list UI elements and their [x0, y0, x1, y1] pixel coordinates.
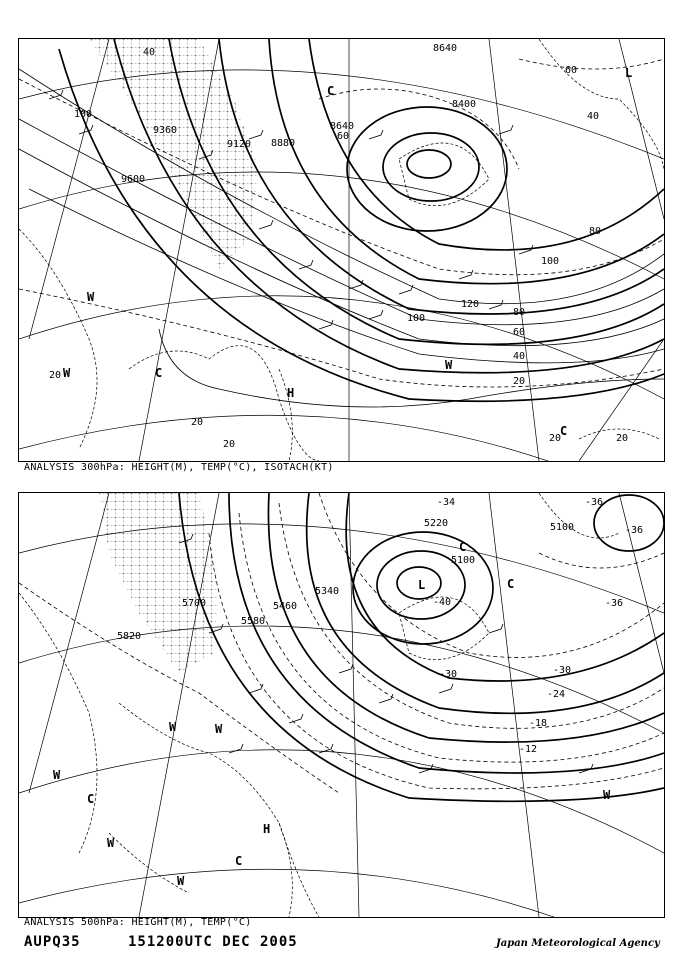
temperature-label: -36	[585, 497, 604, 508]
system-label-w: W	[87, 290, 95, 304]
temperature-label: -18	[529, 718, 548, 729]
system-label-c: C	[155, 366, 163, 380]
height-label: 9360	[153, 125, 178, 136]
isotach-label: 40	[143, 47, 156, 58]
system-label-c: C	[87, 792, 95, 806]
system-label-l: L	[418, 578, 426, 592]
system-label-w: W	[169, 720, 177, 734]
isotach-label: 120	[461, 299, 480, 310]
isotach-label: 60	[513, 327, 526, 338]
isotach-label: 40	[513, 351, 526, 362]
hatched-region	[99, 493, 219, 673]
isotach-label: 20	[223, 439, 236, 450]
isotach-label: 60	[565, 65, 578, 76]
isotach-label: 20	[513, 376, 526, 387]
system-label-w: W	[445, 358, 453, 372]
system-label-w: W	[107, 836, 115, 850]
isotach-label: 20	[49, 370, 62, 381]
isotach-label: 20	[616, 433, 629, 444]
analysis-300hpa-map	[18, 38, 665, 462]
height-label: 8400	[452, 99, 477, 110]
system-label-w: W	[177, 874, 185, 888]
height-label: 5340	[315, 586, 340, 597]
system-label-h: H	[263, 822, 271, 836]
coastlines	[19, 39, 664, 461]
isotach-label: 80	[589, 226, 602, 237]
isotach-label: 100	[407, 313, 426, 324]
height-label: 5220	[424, 518, 449, 529]
temperature-label: -30	[439, 669, 458, 680]
caption-300hpa: ANALYSIS 300hPa: HEIGHT(M), TEMP(°C), ISOTACH(KT)	[24, 462, 334, 473]
height-label: 8640	[330, 121, 355, 132]
isotach-label: 20	[549, 433, 562, 444]
temperature-label: -24	[547, 689, 566, 700]
temperature-label: -36	[625, 525, 644, 536]
height-contours	[179, 493, 664, 801]
height-label: 9600	[121, 174, 146, 185]
map-500hpa-svg	[19, 493, 664, 917]
system-label-c: C	[507, 577, 515, 591]
isotach-label: 40	[587, 111, 600, 122]
chart-code: AUPQ35	[24, 934, 81, 950]
system-label-c: C	[327, 84, 335, 98]
system-label-w: W	[215, 722, 223, 736]
agency-credit: Japan Meteorological Agency	[496, 938, 660, 949]
system-label-h: H	[287, 386, 295, 400]
map-300hpa-svg	[19, 39, 664, 461]
height-label: 5580	[241, 616, 266, 627]
hatched-jet-region	[89, 39, 259, 269]
height-label: 5820	[117, 631, 142, 642]
wind-barbs	[179, 534, 593, 773]
isotach-label: 80	[513, 307, 526, 318]
latlon-grid	[19, 39, 664, 461]
height-label: 5460	[273, 601, 298, 612]
isotach-label: 20	[191, 417, 204, 428]
wind-barbs	[49, 90, 533, 329]
height-label: 8880	[271, 138, 296, 149]
system-label-c: C	[459, 540, 467, 554]
temperature-label: -40	[433, 597, 452, 608]
system-label-w: W	[603, 788, 611, 802]
height-label: 9120	[227, 139, 252, 150]
isotach-label: 60	[337, 131, 350, 142]
temperature-label: -34	[437, 497, 456, 508]
analysis-500hpa-map	[18, 492, 665, 918]
height-label: 5700	[182, 598, 207, 609]
isotach-label: 100	[541, 256, 560, 267]
system-label-w: W	[53, 768, 61, 782]
height-label: 8640	[433, 43, 458, 54]
isotach-label: 100	[74, 109, 93, 120]
valid-time: 151200UTC DEC 2005	[128, 934, 298, 950]
isotach-contours	[19, 69, 664, 407]
temperature-label: -12	[519, 744, 538, 755]
system-label-c: C	[235, 854, 243, 868]
height-label: 5100	[550, 522, 575, 533]
temperature-label: -30	[553, 665, 572, 676]
system-label-l: L	[625, 66, 633, 80]
height-label: 5100	[451, 555, 476, 566]
system-label-w: W	[63, 366, 71, 380]
system-label-c: C	[560, 424, 568, 438]
temperature-label: -36	[605, 598, 624, 609]
caption-500hpa: ANALYSIS 500hPa: HEIGHT(M), TEMP(°C)	[24, 917, 252, 928]
coastlines	[19, 493, 619, 917]
